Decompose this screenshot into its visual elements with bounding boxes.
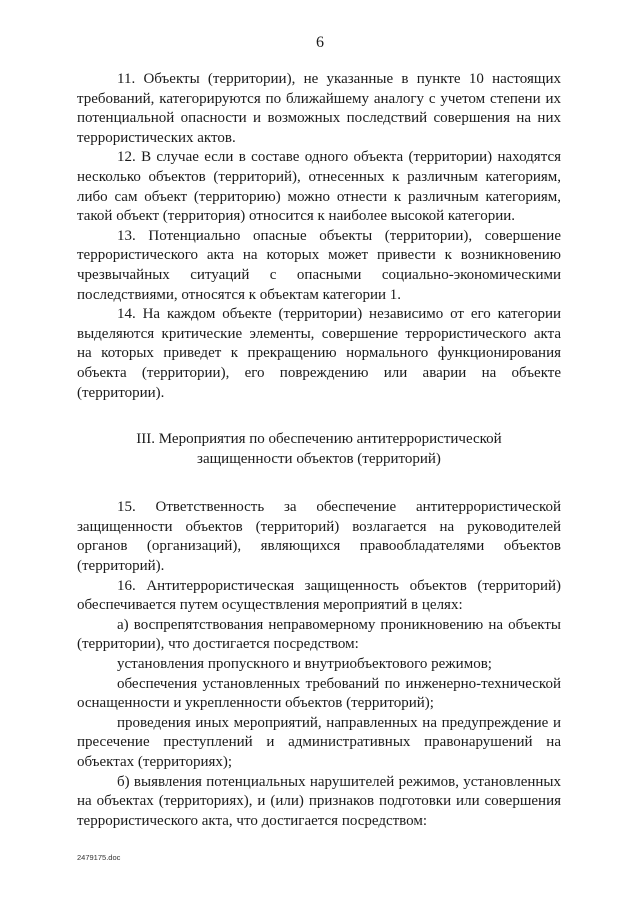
section-heading bbox=[77, 430, 561, 469]
paragraph-16a: а) воспрепятствования неправомерному проникновению на объекты (территории), что достигается посредством: bbox=[77, 616, 561, 653]
paragraph-14: 14. На каждом объекте (территории) независимо от его категории выделяются критические элементы, совершение террористического акта на которых приведет к прекращению нормального функционирования объекта (территории), его повреждению или аварии на объекте (территории). bbox=[77, 306, 561, 401]
section-heading-line-2: защищенности объектов (территорий) bbox=[197, 450, 441, 467]
file-name-footer: 2479175.doc bbox=[77, 853, 121, 862]
section-heading-line-1: III. Мероприятия по обеспечению антитеррористической bbox=[136, 431, 502, 448]
list-item-prevention: проведения иных мероприятий, направленных на предупреждение и пресечение преступлений и административных правонарушений на объектах (территориях); bbox=[77, 714, 561, 770]
paragraph-15: 15. Ответственность за обеспечение антитеррористической защищенности объектов (территорий) возлагается на руководителей органов (организаций), являющихся правообладателями объектов (территорий). bbox=[77, 499, 561, 575]
page-number: 6 bbox=[316, 34, 324, 51]
paragraph-12: 12. В случае если в составе одного объекта (территории) находятся несколько объектов (территорий), отнесенных к различным категориям, либо сам объект (территорию) можно отнести к различным категориям, такой объект (территория) относится к наиболее высокой категории. bbox=[77, 149, 561, 225]
paragraph-16: 16. Антитеррористическая защищенность объектов (территорий) обеспечивается путем осуществления мероприятий в целях: bbox=[77, 577, 561, 614]
paragraph-11: 11. Объекты (территории), не указанные в пункте 10 настоящих требований, категорируются по ближайшему аналогу с учетом степени их потенциальной опасности и возможных последствий совершения на них террористических актов. bbox=[77, 71, 561, 146]
list-item-engineering: обеспечения установленных требований по инженерно-технической оснащенности и укрепленности объектов (территорий); bbox=[77, 675, 561, 712]
paragraph-16b: б) выявления потенциальных нарушителей режимов, установленных на объектах (территориях), и (или) признаков подготовки или совершения террористического акта, что достигается посредством: bbox=[77, 773, 561, 829]
paragraph-13: 13. Потенциально опасные объекты (территории), совершение террористического акта на которых может привести к возникновению чрезвычайных ситуаций с опасными социально-экономическими последствиями, относятся к объектам категории 1. bbox=[77, 227, 561, 303]
list-item-access-control: установления пропускного и внутриобъектового режимов; bbox=[117, 656, 492, 673]
document-body bbox=[77, 70, 561, 831]
